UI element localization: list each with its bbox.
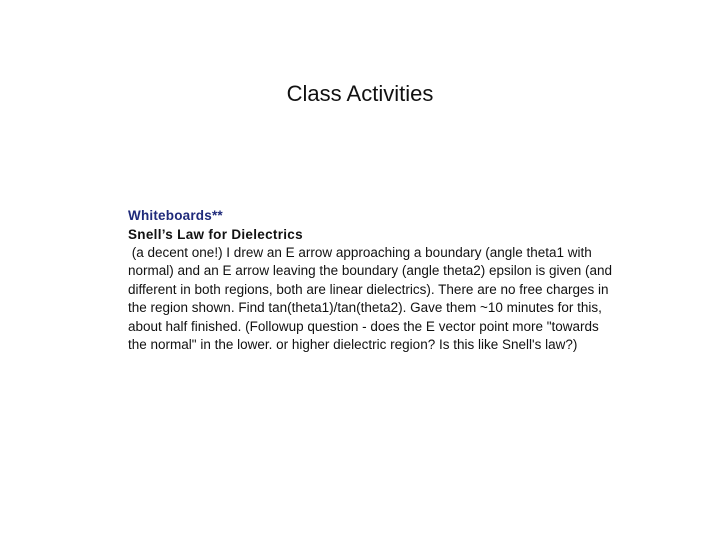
- description-line: the normal" in the lower. or higher dielectric region? Is this like Snell's law?): [128, 337, 578, 353]
- description-line: normal) and an E arrow leaving the boundary (angle theta2) epsilon is given (and: [128, 263, 613, 279]
- activity-title: Snell’s Law for Dielectrics: [128, 227, 303, 242]
- description-line: the region shown. Find tan(theta1)/tan(theta2). Gave them ~10 minutes for this,: [128, 300, 602, 316]
- description-line: about half finished. (Followup question - does the E vector point more "towards: [128, 318, 599, 334]
- description-line: (a decent one!) I drew an E arrow approaching a boundary (angle theta1 with: [128, 245, 592, 260]
- description-line: different in both regions, both are linear dielectrics). There are no free charges in: [128, 281, 609, 297]
- activity-block: [128, 206, 668, 354]
- section-heading: Whiteboards**: [128, 208, 223, 223]
- activity-description: [128, 244, 668, 354]
- slide-title: Class Activities: [286, 81, 434, 106]
